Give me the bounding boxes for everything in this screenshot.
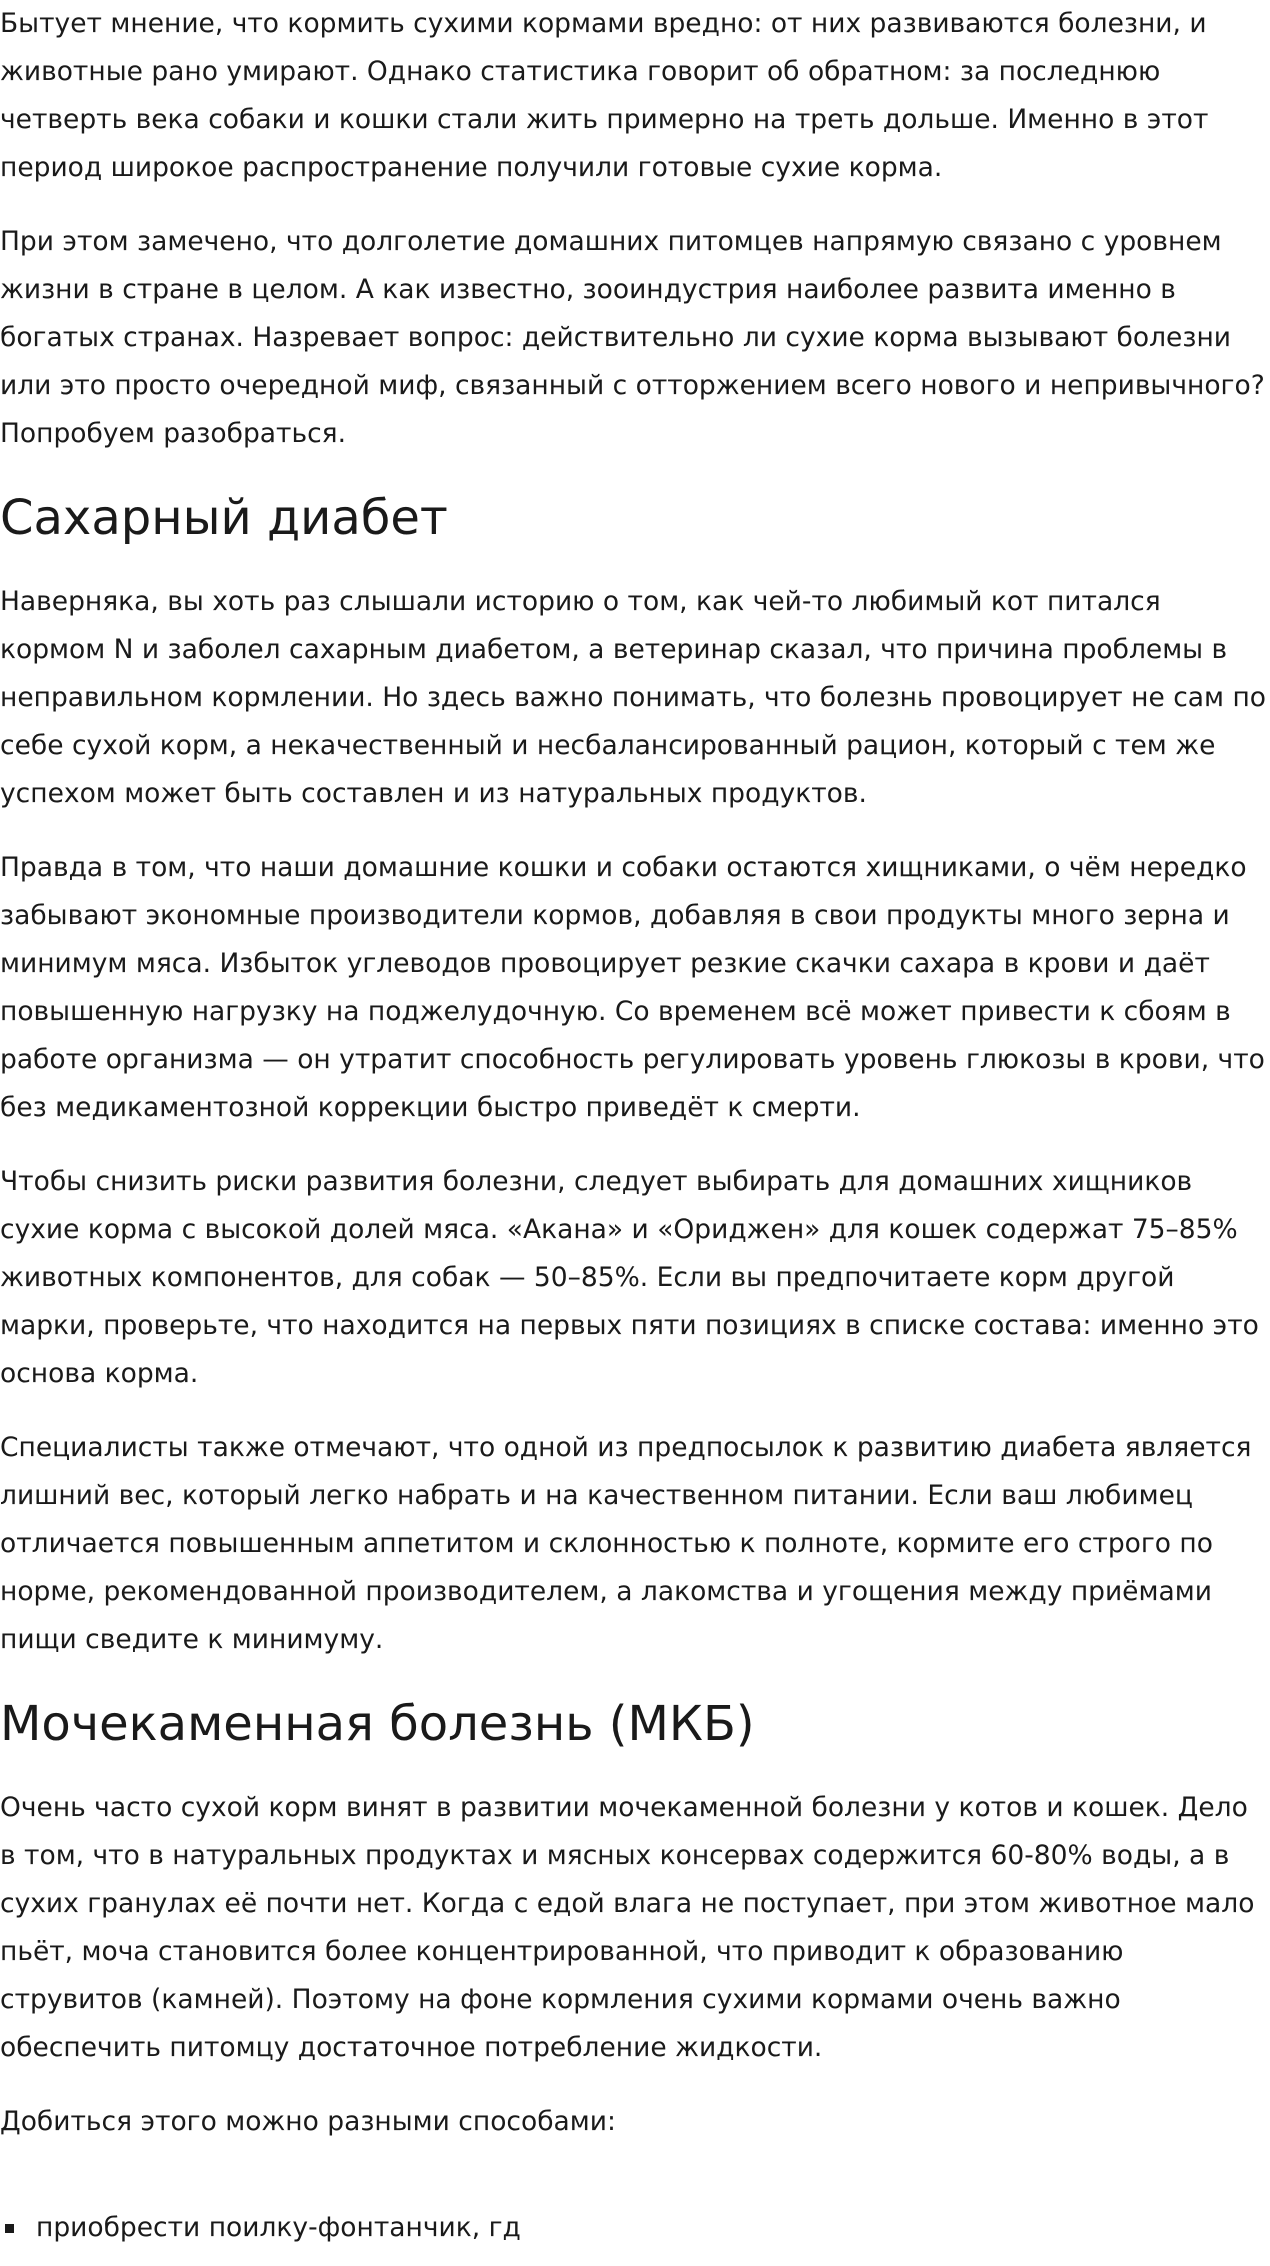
- urolithiasis-paragraph-2: Добиться этого можно разными способами:: [0, 2106, 616, 2137]
- intro-paragraph-2: При этом замечено, что долголетие домашних питомцев напрямую связано с уровнем жизни в стране в целом. А как известно, зооиндустрия наиболее развита именно в богатых странах. Назревает вопрос: действительно ли сухие корма вызывают болезни или это просто очередной миф, связанный с отторжением всего нового и непривычного? Попробуем разобраться.: [0, 226, 1265, 449]
- methods-list: [0, 2204, 1270, 2252]
- diabetes-paragraph-4: Специалисты также отмечают, что одной из предпосылок к развитию диабета является лишний вес, который легко набрать и на качественном питании. Если ваш любимец отличается повышенным аппетитом и склонностью к полноте, кормите его строго по норме, рекомендованной производителем, а лакомства и угощения между приёмами пищи сведите к минимуму.: [0, 1432, 1252, 1655]
- list-item-text: приобрести поилку-фонтанчик, гд: [36, 2212, 521, 2243]
- diabetes-paragraph-2: Правда в том, что наши домашние кошки и собаки остаются хищниками, о чём нередко забывают экономные производители кормов, добавляя в свои продукты много зерна и минимум мяса. Избыток углеводов провоцирует резкие скачки сахара в крови и даёт повышенную нагрузку на поджелудочную. Со временем всё может привести к сбоям в работе организма — он утратит способность регулировать уровень глюкозы в крови, что без медикаментозной коррекции быстро приведёт к смерти.: [0, 852, 1265, 1123]
- square-bullet-icon: [5, 2224, 14, 2233]
- diabetes-paragraph-1: Наверняка, вы хоть раз слышали историю о том, как чей-то любимый кот питался кормом N и заболел сахарным диабетом, а ветеринар сказал, что причина проблемы в неправильном кормлении. Но здесь важно понимать, что болезнь провоцирует не сам по себе сухой корм, а некачественный и несбалансированный рацион, который с тем же успехом может быть составлен и из натуральных продуктов.: [0, 586, 1266, 809]
- list-item: [0, 2204, 1270, 2252]
- heading-urolithiasis: Мочекаменная болезнь (МКБ): [0, 1696, 755, 1752]
- diabetes-paragraph-3: Чтобы снизить риски развития болезни, следует выбирать для домашних хищников сухие корма с высокой долей мяса. «Акана» и «Ориджен» для кошек содержат 75–85% животных компонентов, для собак — 50–85%. Если вы предпочитаете корм другой марки, проверьте, что находится на первых пяти позициях в списке состава: именно это основа корма.: [0, 1166, 1259, 1389]
- urolithiasis-paragraph-1: Очень часто сухой корм винят в развитии мочекаменной болезни у котов и кошек. Дело в том, что в натуральных продуктах и мясных консервах содержится 60-80% воды, а в сухих гранулах её почти нет. Когда с едой влага не поступает, при этом животное мало пьёт, моча становится более концентрированной, что приводит к образованию струвитов (камней). Поэтому на фоне кормления сухими кормами очень важно обеспечить питомцу достаточное потребление жидкости.: [0, 1792, 1255, 2063]
- intro-paragraph-1: Бытует мнение, что кормить сухими кормами вредно: от них развиваются болезни, и животные рано умирают. Однако статистика говорит об обратном: за последнюю четверть века собаки и кошки стали жить примерно на треть дольше. Именно в этот период широкое распространение получили готовые сухие корма.: [0, 8, 1209, 183]
- heading-diabetes: Сахарный диабет: [0, 490, 448, 546]
